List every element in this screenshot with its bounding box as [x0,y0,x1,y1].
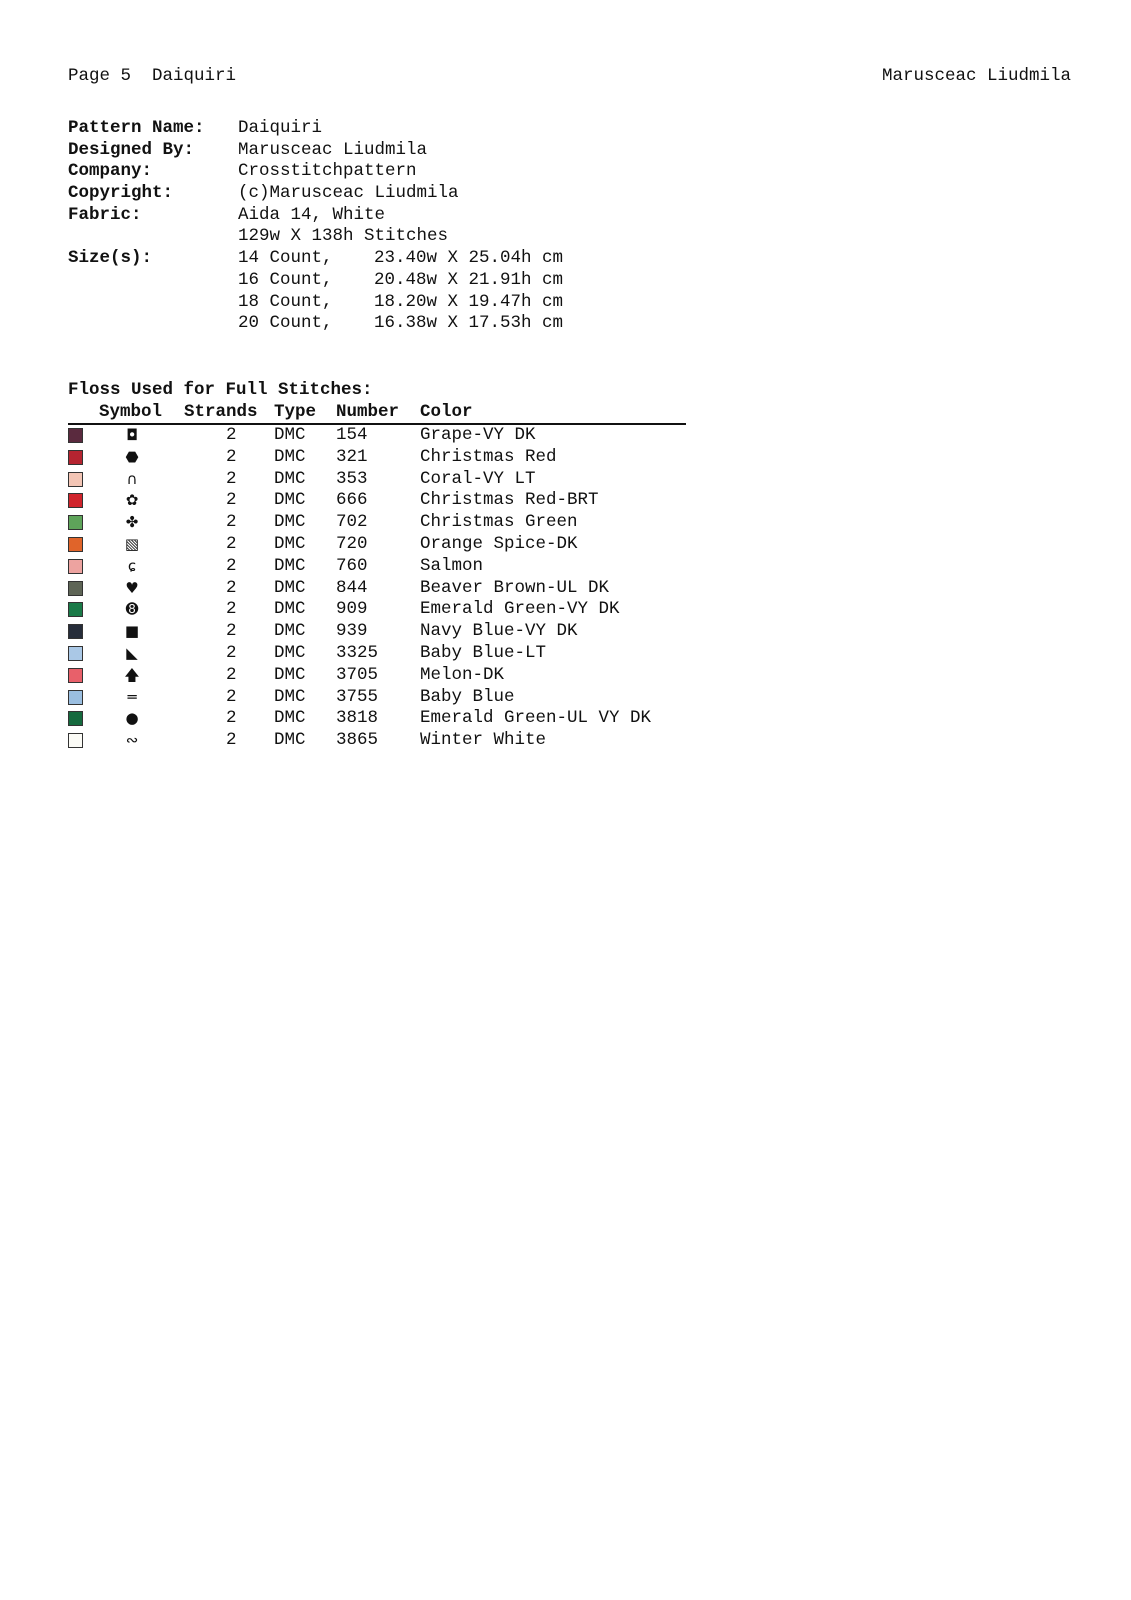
page-header-author: Marusceac Liudmila [881,66,1071,86]
header-type: Type [274,402,317,422]
color-name-cell: Baby Blue-LT [420,642,547,663]
type-cell: DMC [274,490,306,511]
color-swatch [68,668,83,683]
floss-row [68,578,686,600]
type-cell: DMC [274,533,306,554]
color-swatch [68,624,83,639]
type-cell: DMC [274,686,306,707]
floss-row [68,469,686,491]
color-name-cell: Christmas Red-BRT [420,490,599,511]
size-count: 18 Count, [238,291,333,312]
number-cell: 154 [336,425,368,445]
type-cell: DMC [274,555,306,576]
designed-by-label: Designed By: [68,139,195,160]
color-name-cell: Salmon [420,555,484,576]
strands-cell: 2 [226,621,237,642]
sizes-label: Size(s): [68,248,153,269]
strands-cell: 2 [226,490,237,511]
header-symbol: Symbol [99,402,163,422]
strands-cell: 2 [226,686,237,707]
number-cell: 321 [336,446,368,467]
color-swatch [68,537,83,552]
floss-row [68,534,686,556]
number-cell: 3325 [336,642,379,663]
stitch-symbol-icon: ✿ [125,491,139,510]
type-cell: DMC [274,577,306,598]
company-value: Crosstitchpattern [238,161,417,182]
number-cell: 3755 [336,686,379,707]
floss-row [68,556,686,578]
color-name-cell: Orange Spice-DK [420,533,578,554]
color-swatch [68,646,83,661]
number-cell: 3818 [336,708,379,729]
number-cell: 720 [336,533,368,554]
stitch-symbol-icon: ✤ [125,513,139,532]
size-row [68,292,563,314]
color-swatch [68,733,83,748]
type-cell: DMC [274,512,306,533]
stitch-symbol-icon: ∾ [125,731,139,750]
number-cell: 702 [336,512,368,533]
color-name-cell: Emerald Green-VY DK [420,599,620,620]
strands-cell: 2 [226,664,237,685]
fabric-row [68,205,563,227]
stitch-symbol-icon: ◣ [126,643,138,662]
number-cell: 760 [336,555,368,576]
color-name-cell: Emerald Green-UL VY DK [420,708,652,729]
header-strands: Strands [184,402,258,422]
color-name-cell: Winter White [420,730,547,751]
color-name-cell: Baby Blue [420,686,515,707]
color-name-cell: Christmas Green [420,512,578,533]
number-cell: 3705 [336,664,379,685]
floss-row [68,621,686,643]
type-cell: DMC [274,446,306,467]
header-number: Number [336,402,400,422]
floss-row [68,643,686,665]
header-color: Color [420,402,473,422]
color-swatch [68,602,83,617]
color-swatch [68,711,83,726]
floss-section-title: Floss Used for Full Stitches: [68,380,373,400]
pattern-name-row [68,118,563,140]
strands-cell: 2 [226,642,237,663]
size-count: 14 Count, [238,248,333,269]
copyright-row [68,183,563,205]
strands-cell: 2 [226,599,237,620]
strands-cell: 2 [226,708,237,729]
floss-row [68,730,686,752]
stitches-row [68,226,563,248]
strands-cell: 2 [226,468,237,489]
copyright-value: (c)Marusceac Liudmila [238,183,459,204]
size-dims: 16.38w X 17.53h cm [374,313,564,334]
type-cell: DMC [274,425,306,445]
color-swatch [68,428,83,443]
floss-table [68,402,686,752]
page-header-label: Page 5 Daiquiri [68,66,237,86]
type-cell: DMC [274,664,306,685]
copyright-label: Copyright: [68,183,174,204]
stitch-symbol-icon: ═ [127,687,137,706]
company-row [68,161,563,183]
color-swatch [68,559,83,574]
size-row [68,270,563,292]
strands-cell: 2 [226,446,237,467]
designed-by-value: Marusceac Liudmila [238,139,428,160]
stitch-symbol-icon: ➑ [125,600,139,619]
floss-row [68,512,686,534]
pattern-info [68,118,563,335]
size-row [68,248,563,270]
color-swatch [68,472,83,487]
size-dims: 18.20w X 19.47h cm [374,291,564,312]
stitch-symbol-icon: ∩ [126,469,138,488]
floss-row [68,708,686,730]
number-cell: 353 [336,468,368,489]
color-name-cell: Melon-DK [420,664,505,685]
type-cell: DMC [274,642,306,663]
strands-cell: 2 [226,533,237,554]
number-cell: 844 [336,577,368,598]
stitch-symbol-icon: ● [125,709,139,728]
size-row [68,313,563,335]
fabric-label: Fabric: [68,204,142,225]
size-dims: 20.48w X 21.91h cm [374,269,564,290]
number-cell: 909 [336,599,368,620]
stitch-symbol-icon: ɕ [127,556,137,575]
type-cell: DMC [274,468,306,489]
floss-row [68,599,686,621]
designed-by-row [68,140,563,162]
size-dims: 23.40w X 25.04h cm [374,248,564,269]
floss-row [68,687,686,709]
color-swatch [68,450,83,465]
stitch-symbol-icon: ▧ [124,534,140,553]
strands-cell: 2 [226,555,237,576]
type-cell: DMC [274,730,306,751]
floss-table-body [68,425,686,752]
type-cell: DMC [274,708,306,729]
number-cell: 939 [336,621,368,642]
color-name-cell: Grape-VY DK [420,425,536,445]
stitch-symbol-icon: ■ [124,622,140,641]
type-cell: DMC [274,621,306,642]
pattern-name-value: Daiquiri [238,118,323,138]
strands-cell: 2 [226,512,237,533]
color-swatch [68,493,83,508]
color-name-cell: Beaver Brown-UL DK [420,577,610,598]
color-name-cell: Coral-VY LT [420,468,536,489]
type-cell: DMC [274,599,306,620]
floss-row [68,425,686,447]
color-name-cell: Christmas Red [420,446,557,467]
pattern-name-label: Pattern Name: [68,118,205,138]
stitch-symbol-icon: ♥ [125,578,139,597]
stitches-value: 129w X 138h Stitches [238,226,449,247]
stitch-symbol-icon: ◘ [126,426,138,444]
color-name-cell: Navy Blue-VY DK [420,621,578,642]
size-count: 16 Count, [238,269,333,290]
color-swatch [68,581,83,596]
floss-row [68,490,686,512]
stitch-symbol-icon: ⬣ [125,447,139,466]
color-swatch [68,515,83,530]
number-cell: 3865 [336,730,379,751]
color-swatch [68,690,83,705]
number-cell: 666 [336,490,368,511]
strands-cell: 2 [226,425,237,445]
company-label: Company: [68,161,153,182]
strands-cell: 2 [226,577,237,598]
fabric-value: Aida 14, White [238,204,386,225]
floss-row [68,447,686,469]
size-count: 20 Count, [238,313,333,334]
stitch-symbol-icon: 🡅 [124,665,140,684]
strands-cell: 2 [226,730,237,751]
floss-row [68,665,686,687]
floss-table-header [68,402,686,425]
